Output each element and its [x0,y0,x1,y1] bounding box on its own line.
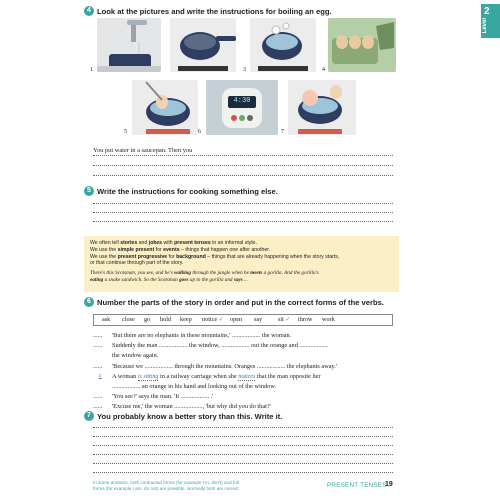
grammar-text: goes [179,276,189,283]
picture-pan-on-stove [170,18,236,72]
story-line-number[interactable]: ...... [93,393,103,401]
story-line-number[interactable]: ...... [93,403,103,411]
word-box-item: go [144,316,151,323]
grammar-text: We use the [90,246,118,253]
grammar-rule-line [90,240,339,247]
word-box-item: keep [180,316,192,323]
picture-timer [206,80,278,135]
grammar-rule-line [90,254,339,261]
handwritten-answer: notices [238,373,256,380]
question-4-title: Look at the pictures and write the instructions for boiling an egg. [97,7,332,16]
story-line-text: 'Excuse me,' the woman .................., 'but why did you do that?' [112,403,271,411]
word-box-item: say [254,316,263,323]
grammar-text: simple present [117,246,155,253]
answer-line[interactable] [93,155,393,156]
story-line-text: 'Because we .................. through the mountains. Oranges .................. the elephants away.' [112,362,337,370]
handwritten-answer: is sitting [137,373,159,380]
question-7-title: You probably know a better story than this. Write it. [97,412,283,421]
grammar-text: and [137,240,149,246]
answer-line[interactable] [93,454,393,455]
question-4-badge: 4 [84,6,94,16]
grammar-text: ... [242,276,248,283]
check-icon: ✓ [283,316,291,323]
answer-line[interactable] [93,463,393,464]
grammar-box [84,236,399,292]
grammar-text: a gorilla. And the gorilla's [262,270,319,276]
word-box-item: notice ✓ [202,316,224,323]
question-6-badge: 6 [84,297,94,307]
picture-number-1: 1 [90,67,93,73]
answer-line[interactable] [93,436,393,437]
grammar-text: for [167,253,177,260]
answer-line[interactable] [93,445,393,446]
grammar-text: with [162,240,175,246]
footer-note-line: In some answers, both contracted forms (for example I'm, don't) and full [93,480,239,485]
grammar-rules [90,240,339,267]
grammar-text: through the jungle when he [191,270,251,276]
story-line-number[interactable]: ...... [93,342,103,350]
grammar-text: says [233,276,243,283]
picture-number-4: 4 [322,67,325,73]
answer-line[interactable] [93,203,393,204]
level-tab [481,4,500,38]
picture-number-6: 6 [198,129,201,135]
picture-egg-box [328,18,396,72]
question-7-badge: 7 [84,411,94,421]
grammar-text: events [163,246,180,253]
grammar-text: present progressive [117,253,168,260]
story-line-number: c [99,372,102,379]
question-5-badge: 5 [84,186,94,196]
story-line-text: 'But there are no elephants in these mountains,' .................. the woman. [112,332,292,339]
answer-line[interactable] [93,175,393,176]
grammar-text: stories [120,240,138,246]
footer-note-line: forms (for example I am, do not) are possible. Normally both are correct. [93,486,240,491]
story-line-number[interactable]: ...... [93,332,103,339]
timer-display: 4:30 [233,97,251,105]
word-box-item: open [230,316,243,323]
picture-boiling-pan [250,18,316,72]
picture-egg-served [288,80,356,135]
word-box-item: throw [298,316,313,323]
picture-number-3: 3 [243,67,246,73]
level-number: 2 [484,6,490,17]
word-box-item: sit ✓ [278,316,291,323]
grammar-text: or that continue through part of the story. [90,260,184,267]
grammar-text: We often tell [90,240,121,246]
grammar-example-line [90,270,319,277]
question-4-answer-start: You put water in a saucepan. Then you [93,147,193,154]
grammar-rule-line [90,247,339,254]
grammar-text: background [176,253,206,260]
page-number: 19 [385,481,393,488]
footer-note [93,480,293,492]
story-line-text: the window again. [112,352,159,360]
grammar-example [90,270,319,284]
story-line-text: Suddenly the man .................. the window, .................. out the orange and .................. [112,342,328,350]
level-label: Level [482,18,488,34]
word-box-item: work [322,316,335,323]
story-line-number[interactable]: ...... [93,362,103,370]
word-box [93,314,393,326]
answer-line[interactable] [93,165,393,166]
grammar-text: up to the gorilla and [188,276,234,283]
grammar-text: present tenses [174,240,211,246]
answer-line[interactable] [93,221,393,222]
answer-line[interactable] [93,427,393,428]
word-box-item: hold [160,316,172,323]
grammar-text: meets [250,270,263,276]
picture-number-5: 5 [124,129,127,135]
story-line-text: .................. an orange in his hand and looking out of the window. [112,383,276,390]
grammar-text: a snake sandwich. So the Scotsman [103,276,180,283]
grammar-text: We use the [90,253,118,260]
grammar-text: walking [174,270,192,276]
picture-egg-in-spoon [132,80,198,135]
word-box-item: close [122,316,135,323]
question-5-title: Write the instructions for cooking something else. [97,187,278,196]
grammar-text: There's this Scotsman, you see, and he's [90,270,175,276]
picture-number-7: 7 [281,129,284,135]
grammar-example-line [90,277,319,284]
grammar-text: jokes [148,240,163,246]
grammar-text: eating [90,276,104,283]
check-icon: ✓ [217,316,224,323]
grammar-text: – things that happen one after another. [179,246,271,253]
answer-line[interactable] [93,212,393,213]
answer-line[interactable] [93,472,393,473]
question-6-title: Number the parts of the story in order and put in the correct forms of the verbs. [97,298,384,307]
grammar-rule-line [90,260,339,267]
picture-tap-water [97,18,161,72]
word-box-item: ask [102,316,111,323]
grammar-text: in an informal style. [210,240,257,246]
grammar-text: – things that are already happening when the story starts, [205,253,340,260]
section-title: PRESENT TENSES [327,482,387,489]
grammar-text: for [154,246,164,253]
story-line-text: A woman is sitting in a railway carriage when she notices that the man opposite her [112,372,321,380]
story-line-text: 'You see?' says the man. 'It .................. .' [112,393,214,401]
